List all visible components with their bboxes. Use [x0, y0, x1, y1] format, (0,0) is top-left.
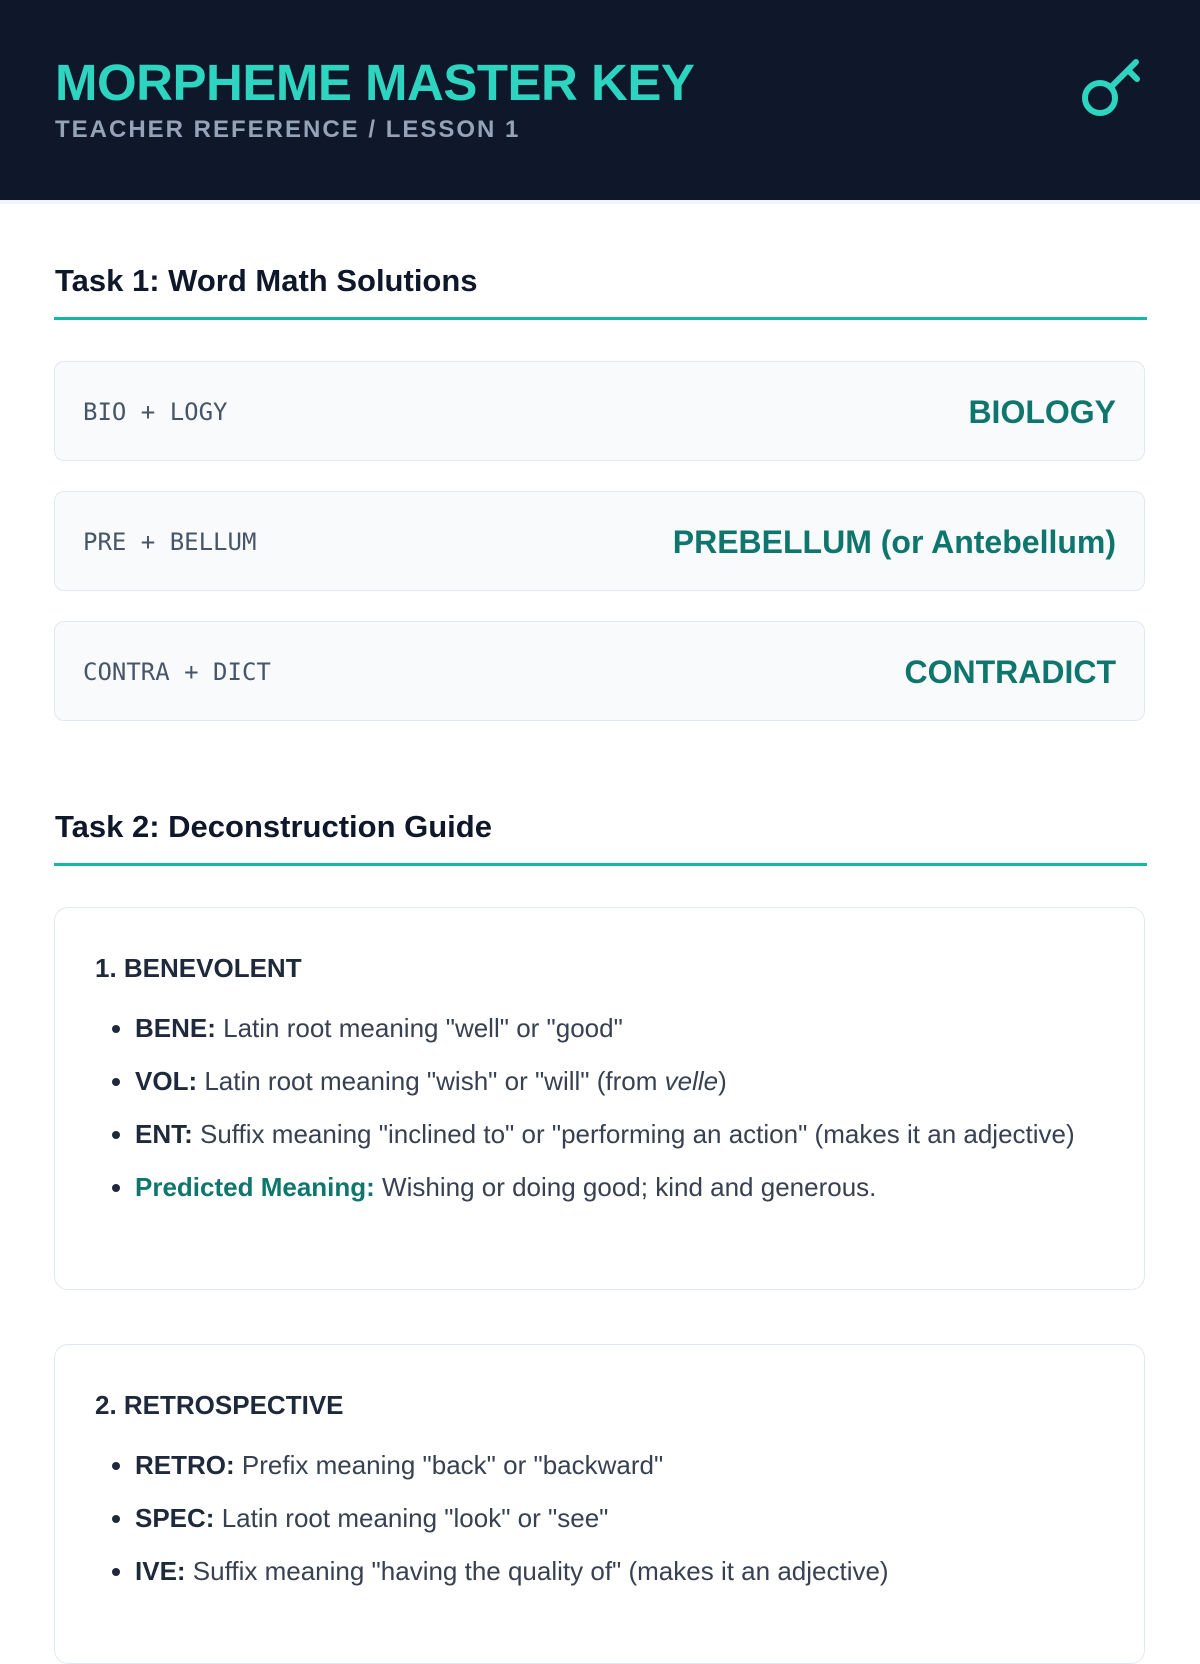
morpheme-term: BENE: [135, 1013, 216, 1043]
task1-rule [54, 317, 1147, 320]
word-math-answer: PREBELLUM (or Antebellum) [672, 524, 1116, 560]
predicted-meaning-label: Predicted Meaning: [135, 1172, 375, 1202]
morpheme-term: IVE: [135, 1556, 186, 1586]
word-math-row [54, 491, 1145, 591]
word-math-row [54, 621, 1145, 721]
card-title: 2. RETROSPECTIVE [95, 1390, 344, 1420]
list-item [135, 1008, 1135, 1048]
list-item [135, 1061, 1135, 1101]
morpheme-definition: Prefix meaning "back" or "backward" [234, 1450, 664, 1480]
key-icon [1080, 54, 1146, 120]
card-title: 1. BENEVOLENT [95, 953, 302, 983]
task2-title: Task 2: Deconstruction Guide [55, 809, 492, 844]
morpheme-definition: Suffix meaning "having the quality of" (makes it an adjective) [185, 1556, 889, 1586]
morpheme-term: RETRO: [135, 1450, 235, 1480]
word-math-equation: BIO + LOGY [83, 398, 228, 426]
morpheme-term: ENT: [135, 1119, 193, 1149]
morpheme-definition: Latin root meaning "well" or "good" [215, 1013, 623, 1043]
morpheme-term: SPEC: [135, 1503, 215, 1533]
list-item [135, 1114, 1135, 1154]
word-math-equation: PRE + BELLUM [83, 528, 257, 556]
word-math-row [54, 361, 1145, 461]
morpheme-definition: Latin root meaning "look" or "see" [214, 1503, 609, 1533]
task2-rule [54, 863, 1147, 866]
predicted-meaning-text: Wishing or doing good; kind and generous. [374, 1172, 877, 1202]
page-subtitle: TEACHER REFERENCE / LESSON 1 [55, 116, 521, 143]
morpheme-definition: Suffix meaning "inclined to" or "performing an action" (makes it an adjective) [192, 1119, 1075, 1149]
list-item [135, 1551, 1135, 1591]
morpheme-origin-word: velle [664, 1066, 719, 1096]
word-math-answer: CONTRADICT [904, 654, 1116, 690]
morpheme-list [95, 1445, 1135, 1604]
list-item [135, 1167, 1135, 1207]
header-banner [0, 0, 1200, 200]
morpheme-definition-end: ) [718, 1066, 727, 1096]
list-item [135, 1445, 1135, 1485]
deconstruction-card [54, 1344, 1145, 1664]
morpheme-term: VOL: [135, 1066, 198, 1096]
word-math-equation: CONTRA + DICT [83, 658, 271, 686]
page-title: MORPHEME MASTER KEY [55, 54, 695, 111]
morpheme-list [95, 1008, 1135, 1220]
header-divider [0, 200, 1200, 204]
word-math-answer: BIOLOGY [968, 394, 1116, 430]
task1-title: Task 1: Word Math Solutions [55, 263, 478, 298]
deconstruction-card [54, 907, 1145, 1290]
morpheme-definition: Latin root meaning "wish" or "will" (from [197, 1066, 665, 1096]
list-item [135, 1498, 1135, 1538]
